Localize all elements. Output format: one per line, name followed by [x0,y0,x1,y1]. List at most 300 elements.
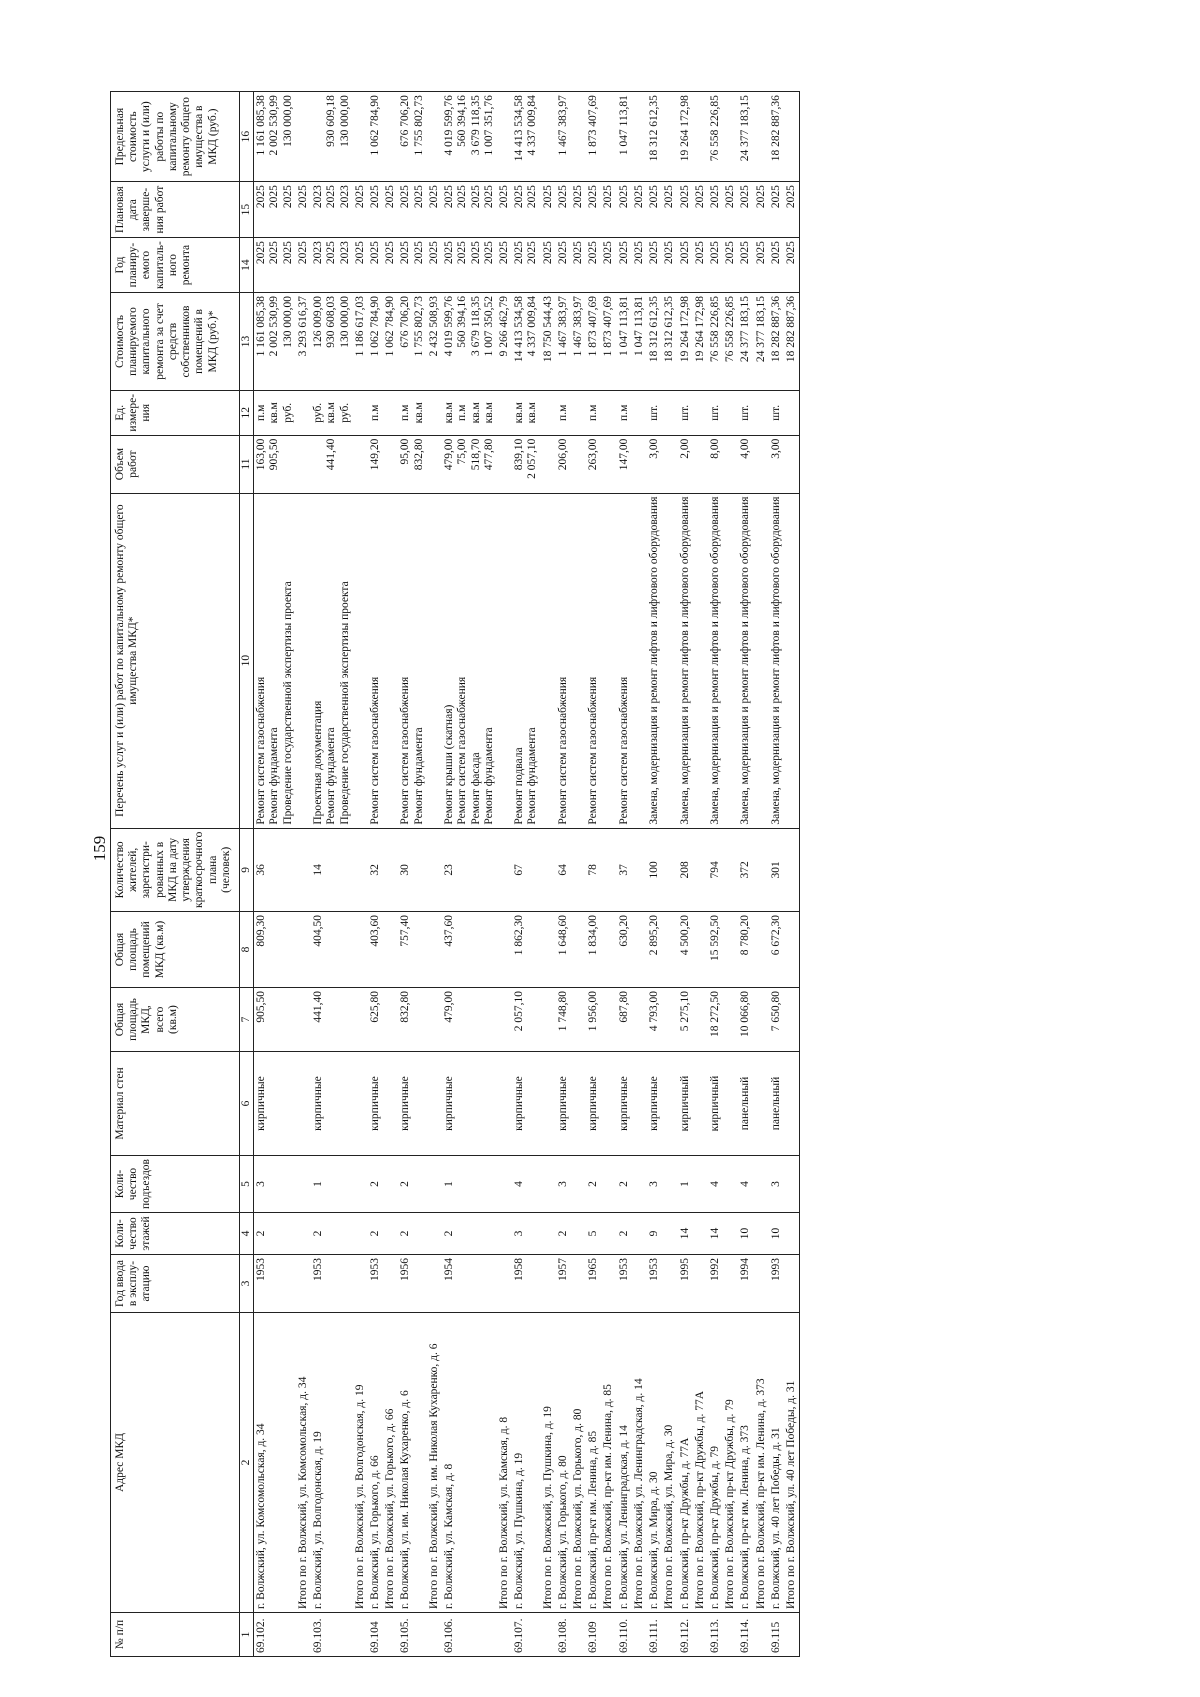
planned-cost: 18 312 612,35 [648,295,661,363]
empty-cell [353,828,368,911]
limit-cost-cell [368,92,383,182]
empty-cell [571,828,586,911]
measure-unit-cell [617,390,632,435]
planned-cost: 930 608,03 [325,295,338,348]
total-year-end: 2025 [383,182,398,238]
wall-material: кирпичные [398,1052,426,1156]
commission-year: 1992 [708,1255,723,1313]
column-number-4: 4 [240,1213,254,1255]
work-item-cell [617,493,632,828]
entrances-count: 4 [708,1156,723,1213]
column-number-3: 3 [240,1255,254,1313]
planned-cost-cell [442,292,497,390]
work-volume [339,439,352,490]
work-item: Проведение государственной экспертизы проекта [281,581,294,825]
capital-repair-year: 2025 [678,241,691,265]
table-row [678,92,693,1657]
measure-unit-cell [769,390,784,435]
residents-count: 64 [556,828,571,911]
planned-cost-cell [708,292,723,390]
completion-year: 2023 [312,185,325,209]
column-header-14: Год планиру-емого капиталь-ного ремонта [111,238,240,293]
measure-unit: п.м [556,404,569,421]
empty-cell [784,1052,800,1156]
empty-cell [541,912,556,988]
completion-year: 2025 [739,185,752,209]
work-item: Ремонт систем газоснабжения [255,676,268,825]
completion-year-cell [512,182,540,238]
empty-cell [784,435,800,493]
empty-cell [571,92,586,182]
planned-cost: 2 002 530,99 [268,295,281,357]
empty-cell [541,828,556,911]
limit-cost: 1 873 407,69 [587,95,600,156]
empty-cell [693,1052,708,1156]
completion-year: 2025 [399,185,412,209]
row-number: 69.103. [311,1613,353,1657]
column-header-4: Коли-чество этажей [111,1213,240,1255]
total-row [571,92,586,1657]
address: г. Волжский, ул. Волгодонская, д. 19 [311,1313,353,1613]
row-number: 69.110. [617,1613,632,1657]
premises-area: 1 834,00 [586,912,601,988]
work-item: Ремонт фундамента [526,727,539,825]
empty-cell [296,828,311,911]
empty-cell [754,912,769,988]
empty-cell [383,1156,398,1213]
limit-cost: 19 264 172,98 [678,95,691,162]
work-item-cell [708,493,723,828]
total-cost: 1 047 113,81 [632,292,647,390]
total-label: Итого по г. Волжский, пр-кт Дружбы, д. 77А [693,1313,708,1613]
empty-cell [541,1255,556,1313]
capital-repair-year-cell [311,238,353,293]
empty-cell [662,1255,677,1313]
planned-cost-cell [512,292,540,390]
limit-cost: 18 282 887,36 [769,95,782,162]
planned-cost-cell [311,292,353,390]
work-item-cell [738,493,753,828]
work-item-cell [586,493,601,828]
table-row [368,92,383,1657]
total-label: Итого по г. Волжский, ул. Горького, д. 66 [383,1313,398,1613]
total-cost: 1 062 784,90 [383,292,398,390]
empty-cell [723,988,738,1052]
empty-cell [383,435,398,493]
wall-material: панельный [738,1052,753,1156]
work-volume: 206,00 [556,438,569,471]
total-year-end: 2025 [723,182,738,238]
planned-cost: 676 706,20 [399,295,412,348]
empty-cell [296,1156,311,1213]
empty-cell [497,493,512,828]
commission-year: 1957 [556,1255,571,1313]
empty-cell [662,988,677,1052]
work-volume-cell [586,435,601,493]
empty-cell [723,912,738,988]
empty-cell [693,390,708,435]
address: г. Волжский, пр-кт им. Ленина, д. 85 [586,1313,601,1613]
floors-count: 2 [442,1213,497,1255]
repair-plan-table [110,91,800,1657]
empty-cell [723,493,738,828]
limit-cost-cell [617,92,632,182]
commission-year: 1993 [769,1255,784,1313]
table-row [769,92,784,1657]
total-year-end: 2025 [427,182,442,238]
total-label: Итого по г. Волжский, ул. им. Николая Кухаренко, д. 6 [427,1313,442,1613]
residents-count: 36 [254,828,296,911]
work-volume-cell [617,435,632,493]
capital-repair-year: 2023 [312,241,325,265]
premises-area: 6 672,30 [769,912,784,988]
planned-cost: 1 062 784,90 [368,295,381,357]
work-item: Ремонт фундамента [325,727,338,825]
floors-count: 9 [647,1213,662,1255]
measure-unit: кв.м [325,402,338,424]
measure-unit: п.м [399,404,412,421]
total-label: Итого по г. Волжский, ул. 40 лет Победы, д. 31 [784,1313,800,1613]
total-label: Итого по г. Волжский, пр-кт Дружбы, д. 79 [723,1313,738,1613]
table-row [708,92,723,1657]
row-number-cell [693,1613,708,1657]
total-label: Итого по г. Волжский, ул. Пушкина, д. 19 [541,1313,556,1613]
empty-cell [383,1052,398,1156]
work-volume: 147,00 [617,438,630,471]
floors-count: 2 [556,1213,571,1255]
planned-cost: 126 009,00 [312,295,325,348]
limit-cost: 560 394,16 [456,95,469,147]
address: г. Волжский, ул. 40 лет Победы, д. 31 [769,1313,784,1613]
measure-unit: кв.м [443,402,456,424]
empty-cell [693,435,708,493]
work-volume: 477,80 [482,438,495,471]
commission-year: 1958 [512,1255,540,1313]
measure-unit: кв.м [469,402,482,424]
premises-area: 757,40 [398,912,426,988]
empty-cell [383,493,398,828]
residents-count: 32 [368,828,383,911]
work-volume: 263,00 [587,438,600,471]
capital-repair-year: 2025 [469,241,482,265]
column-number-16: 16 [240,92,254,182]
capital-repair-year-cell [398,238,426,293]
empty-cell [784,828,800,911]
wall-material: кирпичные [254,1052,296,1156]
capital-repair-year: 2025 [325,241,338,265]
total-row [601,92,616,1657]
planned-cost-cell [398,292,426,390]
floors-count: 14 [678,1213,693,1255]
completion-year: 2025 [526,185,539,209]
empty-cell [296,1213,311,1255]
capital-repair-year: 2023 [338,241,351,265]
empty-cell [571,435,586,493]
limit-cost: 4 019 599,76 [443,95,456,156]
work-item: Ремонт подвала [513,747,526,825]
address: г. Волжский, ул. Камская, д. 8 [442,1313,497,1613]
address: г. Волжский, пр-кт Дружбы, д. 77А [678,1313,693,1613]
table-row [738,92,753,1657]
work-item: Замена, модернизация и ремонт лифтов и лифтового оборудования [709,496,721,825]
total-row [754,92,769,1657]
capital-repair-year: 2025 [513,241,526,265]
empty-cell [541,1213,556,1255]
column-number-7: 7 [240,988,254,1052]
empty-cell [353,1255,368,1313]
work-volume: 2,00 [678,438,691,459]
capital-repair-year-cell [617,238,632,293]
row-number-cell [497,1613,512,1657]
entrances-count: 2 [398,1156,426,1213]
empty-cell [693,92,708,182]
completion-year-cell [368,182,383,238]
empty-cell [541,1052,556,1156]
table-row [586,92,601,1657]
address: г. Волжский, пр-кт им. Ленина, д. 373 [738,1313,753,1613]
total-cost: 1 467 383,97 [571,292,586,390]
planned-cost: 1 047 113,81 [617,295,630,356]
commission-year: 1953 [311,1255,353,1313]
premises-area: 404,50 [311,912,353,988]
empty-cell [497,1052,512,1156]
empty-cell [353,493,368,828]
total-year-capital: 2025 [296,238,311,293]
work-volume-cell [769,435,784,493]
completion-year: 2025 [648,185,661,209]
total-cost: 1 873 407,69 [601,292,616,390]
wall-material: кирпичные [311,1052,353,1156]
floors-count: 2 [254,1213,296,1255]
empty-cell [754,390,769,435]
empty-cell [723,92,738,182]
measure-unit: кв.м [412,402,425,424]
floors-count: 10 [769,1213,784,1255]
empty-cell [601,1052,616,1156]
entrances-count: 2 [368,1156,383,1213]
capital-repair-year: 2025 [556,241,569,265]
empty-cell [754,1156,769,1213]
commission-year: 1953 [368,1255,383,1313]
total-area: 905,50 [254,988,296,1052]
column-number-11: 11 [240,435,254,493]
work-item-cell [398,493,426,828]
row-number-cell [427,1613,442,1657]
work-volume: 839,10 [513,438,526,471]
work-item-cell [556,493,571,828]
planned-cost-cell [368,292,383,390]
empty-cell [784,92,800,182]
capital-repair-year-cell [647,238,662,293]
empty-cell [296,1052,311,1156]
premises-area: 1 862,30 [512,912,540,988]
page-number: 159 [90,835,109,862]
wall-material: кирпичные [512,1052,540,1156]
capital-repair-year-cell [442,238,497,293]
table-row [647,92,662,1657]
measure-unit: шт. [709,404,721,421]
commission-year: 1995 [678,1255,693,1313]
limit-cost: 2 002 530,99 [268,95,281,156]
empty-cell [601,1213,616,1255]
total-cost: 3 293 616,37 [296,292,311,390]
table-row [442,92,497,1657]
completion-year: 2025 [412,185,425,209]
total-row [353,92,368,1657]
work-item-cell [254,493,296,828]
work-volume-cell [556,435,571,493]
wall-material: кирпичные [556,1052,571,1156]
empty-cell [784,390,800,435]
empty-cell [571,390,586,435]
empty-cell [693,828,708,911]
premises-area: 2 895,20 [647,912,662,988]
work-volume-cell [647,435,662,493]
empty-cell [383,390,398,435]
measure-unit-cell [442,390,497,435]
measure-unit-cell [512,390,540,435]
empty-cell [571,1213,586,1255]
work-volume-cell [442,435,497,493]
work-volume: 2 057,10 [526,438,539,479]
work-volume-cell [708,435,723,493]
work-volume: 3,00 [769,438,782,459]
entrances-count: 3 [556,1156,571,1213]
total-label: Итого по г. Волжский, ул. Мира, д. 30 [662,1313,677,1613]
limit-cost: 1 467 383,97 [556,95,569,156]
premises-area: 15 592,50 [708,912,723,988]
row-number-cell [662,1613,677,1657]
empty-cell [723,1156,738,1213]
premises-area: 437,60 [442,912,497,988]
work-volume-cell [398,435,426,493]
planned-cost: 19 264 172,98 [678,295,691,363]
empty-cell [571,912,586,988]
completion-year: 2025 [709,185,721,209]
measure-unit: п.м [368,404,381,421]
total-year-capital: 2025 [571,238,586,293]
planned-cost: 1 007 350,52 [482,295,495,357]
premises-area: 1 648,60 [556,912,571,988]
column-number-row [240,92,254,1657]
completion-year-cell [556,182,571,238]
limit-cost-cell [254,92,296,182]
premises-area: 8 780,20 [738,912,753,988]
planned-cost: 24 377 183,15 [739,295,752,363]
measure-unit: шт. [739,404,752,421]
total-row [497,92,512,1657]
completion-year-cell [769,182,784,238]
empty-cell [601,988,616,1052]
completion-year-cell [678,182,693,238]
completion-year: 2023 [338,185,351,209]
work-item-cell [311,493,353,828]
empty-cell [693,1156,708,1213]
capital-repair-year: 2025 [587,241,600,265]
total-area: 687,80 [617,988,632,1052]
limit-cost-cell [769,92,784,182]
row-number-cell [383,1613,398,1657]
total-label: Итого по г. Волжский, ул. Комсомольская, д. 34 [296,1313,311,1613]
total-area: 4 793,00 [647,988,662,1052]
planned-cost-cell [647,292,662,390]
address: г. Волжский, ул. Горького, д. 66 [368,1313,383,1613]
residents-count: 30 [398,828,426,911]
completion-year-cell [738,182,753,238]
column-number-15: 15 [240,182,254,238]
wall-material: кирпичный [708,1052,723,1156]
work-volume [282,439,295,490]
residents-count: 794 [708,828,723,911]
column-number-2: 2 [240,1313,254,1613]
wall-material: кирпичные [617,1052,632,1156]
measure-unit: шт. [678,404,691,421]
capital-repair-year: 2025 [281,241,294,265]
empty-cell [353,1156,368,1213]
empty-cell [497,1255,512,1313]
commission-year: 1953 [254,1255,296,1313]
empty-cell [632,493,647,828]
limit-cost: 14 413 534,58 [513,95,526,162]
address: г. Волжский, ул. Мира, д. 30 [647,1313,662,1613]
column-number-1: 1 [240,1613,254,1657]
empty-cell [427,493,442,828]
empty-cell [632,435,647,493]
floors-count: 10 [738,1213,753,1255]
row-number: 69.107. [512,1613,540,1657]
total-cost: 18 282 887,36 [784,292,800,390]
measure-unit: кв.м [268,402,281,424]
work-item: Ремонт систем газоснабжения [556,676,569,825]
planned-cost: 76 558 226,85 [709,295,721,363]
empty-cell [541,988,556,1052]
limit-cost-cell [398,92,426,182]
total-year-capital: 2025 [693,238,708,293]
address: г. Волжский, ул. Горького, д. 80 [556,1313,571,1613]
capital-repair-year: 2025 [443,241,456,265]
limit-cost: 1 047 113,81 [617,95,630,156]
total-row [427,92,442,1657]
total-label: Итого по г. Волжский, ул. Камская, д. 8 [497,1313,512,1613]
total-year-capital: 2025 [427,238,442,293]
planned-cost: 18 282 887,36 [769,295,782,363]
total-area: 18 272,50 [708,988,723,1052]
measure-unit-cell [398,390,426,435]
measure-unit: шт. [769,404,782,421]
column-number-14: 14 [240,238,254,293]
measure-unit: руб. [338,402,351,423]
total-year-capital: 2025 [632,238,647,293]
capital-repair-year: 2025 [399,241,412,265]
empty-cell [427,1052,442,1156]
column-header-9: Количество жителей, зарегистри-рованных в МКД на дату утверждения краткосрочного плана (человек) [111,828,240,911]
limit-cost-cell [311,92,353,182]
work-volume: 3,00 [648,438,661,459]
empty-cell [497,912,512,988]
completion-year: 2025 [769,185,782,209]
measure-unit: кв.м [526,402,539,424]
limit-cost: 4 337 009,84 [526,95,539,156]
work-item-cell [769,493,784,828]
work-volume: 905,50 [268,438,281,471]
column-header-1: № п/п [111,1613,240,1657]
empty-cell [497,1213,512,1255]
work-item: Замена, модернизация и ремонт лифтов и лифтового оборудования [678,496,691,825]
commission-year: 1994 [738,1255,753,1313]
limit-cost-cell [556,92,571,182]
row-number: 69.114. [738,1613,753,1657]
work-item: Ремонт систем газоснабжения [399,676,412,825]
